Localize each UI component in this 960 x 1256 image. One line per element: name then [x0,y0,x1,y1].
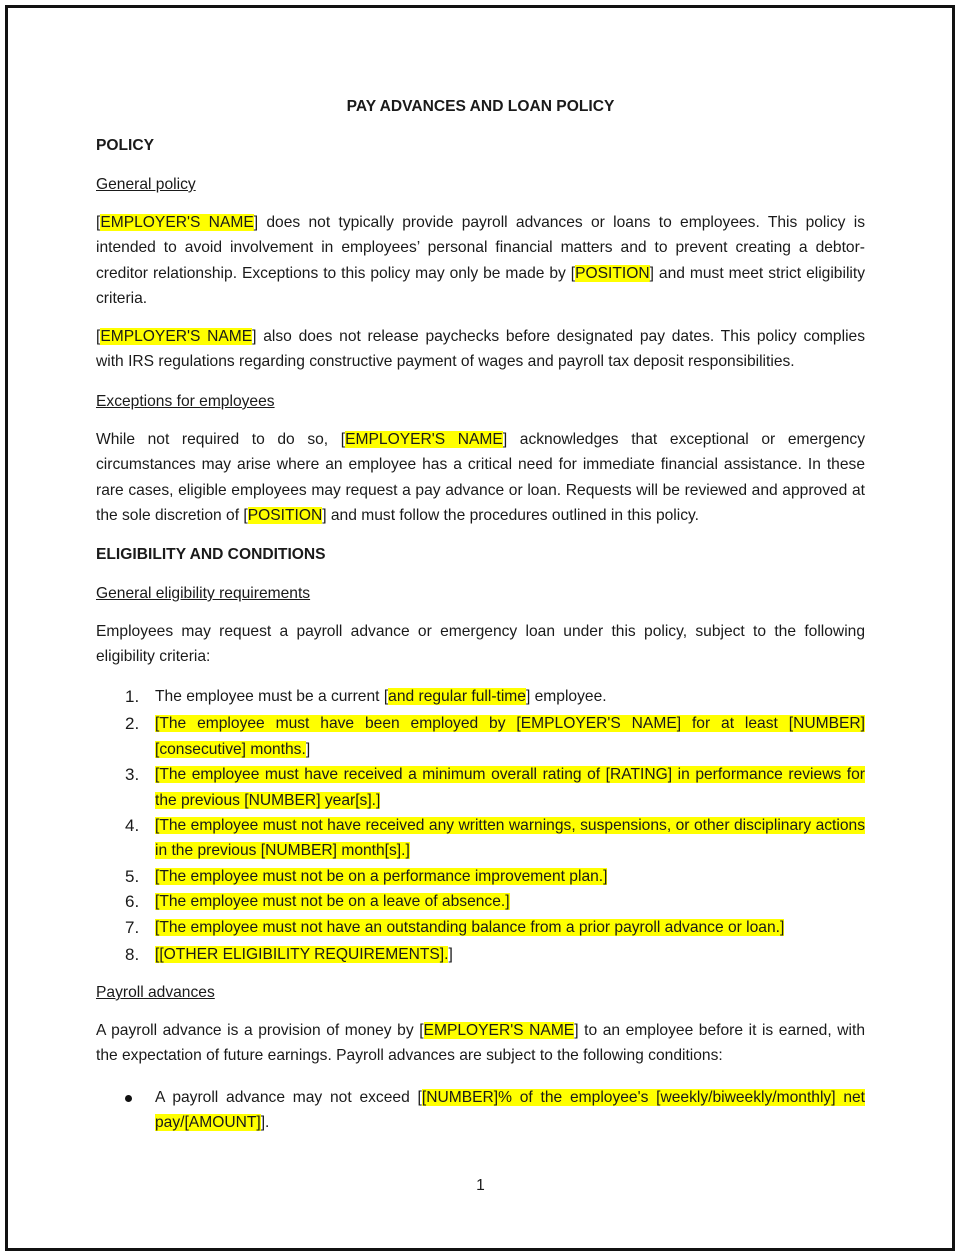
payroll-advance-conditions-list [96,1085,865,1136]
list-item: 1. The employee must be a current [and regular full-time] employee. [96,684,865,709]
placeholder-employer-name: EMPLOYER'S NAME [345,431,503,448]
list-number: 1. [125,687,140,706]
list-item [96,813,865,864]
placeholder-employer-name: EMPLOYER'S NAME [423,1022,575,1039]
list-item: A payroll advance may not exceed [[NUMBER]% of the employee's [weekly/biweekly/monthly] net pay/[AMOUNT]]. [96,1085,865,1136]
subheading-general-policy: General policy [96,176,196,193]
highlighted-placeholder: [[OTHER ELIGIBILITY REQUIREMENTS]. [155,946,449,964]
section-heading-policy: POLICY [96,137,155,154]
eligibility-criteria-list [96,684,865,967]
highlighted-placeholder: and regular full-time [388,688,526,705]
list-number: 3. [125,765,140,785]
page-number: 1 [476,1177,485,1194]
list-number: 8. [125,945,140,965]
list-item [96,762,865,813]
paragraph-exceptions: While not required to do so, [EMPLOYER'S NAME] acknowledges that exceptional or emergency circumstances may arise where an employee has a critical need for immediate financial assistance. In these rare cases, eligible employees may request a pay advance or loan. Requests will be reviewed and approved at the sole discretion of [POSITION] and must follow the procedures outlined in this policy. [96,431,865,525]
list-number: 7. [125,917,140,937]
highlighted-placeholder: [The employee must have received a minimum overall rating of [RATING] in performance reviews for the previous [NUMBER] year[s].] [155,766,865,809]
list-item: 2. [The employee must have been employed by [EMPLOYER'S NAME] for at least [NUMBER] [consecutive] months.] [96,711,865,762]
highlighted-placeholder: [The employee must not have an outstanding balance from a prior payroll advance or loan.] [155,918,785,936]
document-title: PAY ADVANCES AND LOAN POLICY [346,98,615,115]
highlighted-placeholder: [The employee must not be on a performance improvement plan.] [155,867,608,885]
list-item [96,915,865,940]
section-heading-eligibility: ELIGIBILITY AND CONDITIONS [96,546,326,563]
paragraph-general-policy-1: [EMPLOYER'S NAME] does not typically provide payroll advances or loans to employees. This policy is intended to avoid involvement in employees’ personal financial matters and to prevent creating a debtor-creditor relationship. Exceptions to this policy may only be made by [POSITION] and must meet strict eligibility criteria. [96,214,866,308]
paragraph-general-policy-2: [EMPLOYER'S NAME] also does not release paychecks before designated pay dates. This policy complies with IRS regulations regarding constructive payment of wages and payroll tax deposit responsibilities. [96,328,865,371]
list-number: 5. [125,866,140,886]
paragraph-eligibility-intro: Employees may request a payroll advance or emergency loan under this policy, subject to the following eligibility criteria: [96,623,865,666]
placeholder-advance-limit: [NUMBER]% of the employee's [weekly/biweekly/monthly] net pay/[AMOUNT] [155,1089,865,1132]
placeholder-employer-name: EMPLOYER'S NAME [100,214,254,231]
highlighted-placeholder: [The employee must not be on a leave of absence.] [155,893,510,911]
list-number: 2. [125,714,140,734]
list-item [96,889,865,914]
placeholder-employer-name: EMPLOYER'S NAME [100,328,253,345]
list-number: 6. [125,892,140,912]
subheading-exceptions: Exceptions for employees [96,393,275,410]
list-item [96,864,865,889]
bullet-icon [125,1095,132,1102]
placeholder-position: POSITION [247,507,323,525]
list-number: 4. [125,816,140,836]
placeholder-position: POSITION [575,264,650,282]
subheading-general-eligibility: General eligibility requirements [96,585,311,602]
subheading-payroll-advances: Payroll advances [96,984,215,1001]
highlighted-placeholder: [The employee must not have received any written warnings, suspensions, or other disciplinary actions in the previous [NUMBER] month[s].] [155,817,865,860]
paragraph-payroll-advances: A payroll advance is a provision of money by [EMPLOYER'S NAME] to an employee before it is earned, with the expectation of future earnings. Payroll advances are subject to the following conditions: [96,1022,865,1065]
highlighted-placeholder: [The employee must have been employed by [EMPLOYER'S NAME] for at least [NUMBER] [consecutive] months. [155,715,865,758]
list-item: 8. [[OTHER ELIGIBILITY REQUIREMENTS].] [96,942,865,967]
